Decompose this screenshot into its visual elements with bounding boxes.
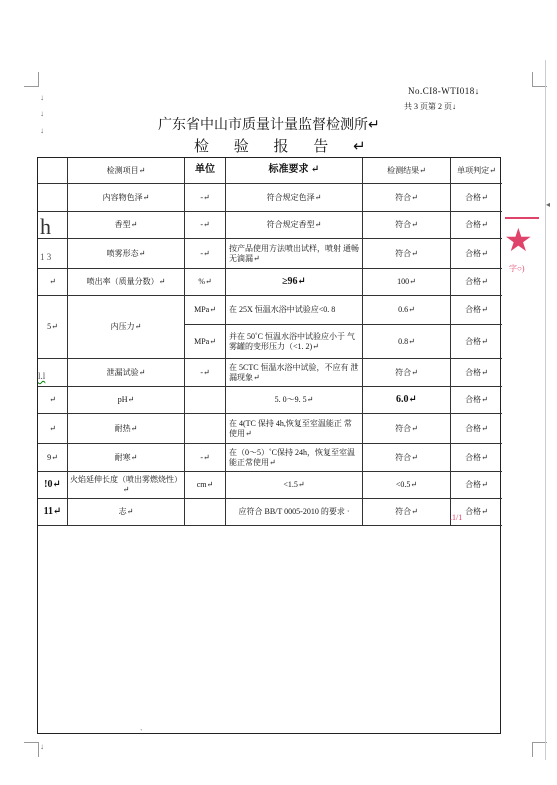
row-item: pH↵ xyxy=(68,387,185,414)
row-standard: <1.5↵ xyxy=(226,472,363,499)
row-unit: -↵ xyxy=(185,239,226,269)
row-result: 符合↵ xyxy=(363,184,451,212)
row-verdict: 合格↵ xyxy=(451,296,502,325)
row-standard: 应符合 BB/T 0005-2010 的要求 · xyxy=(226,499,363,526)
row-item: 内容物色泽↵ xyxy=(68,184,185,212)
row-unit: -↵ xyxy=(185,444,226,472)
row-result: <0.5↵ xyxy=(363,472,451,499)
row-item: 耐寒↵ xyxy=(68,444,185,472)
stamp-mark-text: .1/1 xyxy=(450,513,463,522)
row-result: 符合↵ xyxy=(363,444,451,472)
row-verdict: 合格↵ xyxy=(451,444,502,472)
row-standard: 并在 50˚C 恒温水浴中试验应小于 气雾罐的变形压力（<1. 2)↵ xyxy=(226,325,363,359)
row-verdict: 合格↵ xyxy=(451,269,502,296)
margin-mark: ↓ xyxy=(40,109,44,118)
row-standard: 符合规定香型↵ xyxy=(226,212,363,239)
row-verdict: 合格↵ xyxy=(451,387,502,414)
report-title: 检 验 报 告 ↵ xyxy=(194,137,376,155)
row-item: 内压力↵ xyxy=(68,296,185,359)
row-standard: 在 4(TC 保持 4h,恢复至室温能正 常使用↵ xyxy=(226,414,363,444)
row-result: 符合↵ xyxy=(363,414,451,444)
row-number: 9↵ xyxy=(38,444,68,472)
row-standard: 5. 0～9. 5↵ xyxy=(226,387,363,414)
stray-glyph: h xyxy=(40,214,51,239)
organization-title: 广东省中山市质量计量监督检测所↵ xyxy=(158,117,380,133)
row-unit: -↵ xyxy=(185,359,226,387)
row-number: ↵ xyxy=(38,414,68,444)
row-item: 耐热↵ xyxy=(68,414,185,444)
report-number: No.CI8-WTI018↓ xyxy=(408,86,480,96)
bottom-mark: ` xyxy=(140,728,143,737)
page-edge-line xyxy=(545,60,546,760)
row-item: 喷雾形态↵ xyxy=(68,239,185,269)
row-number: ↵ xyxy=(38,387,68,414)
row-number xyxy=(38,212,68,239)
col-header-item: 检测项目↵ xyxy=(68,158,185,184)
row-number: 5↵ xyxy=(38,296,68,359)
row-verdict: 合格↵ xyxy=(451,472,502,499)
row-result: 6.0↵ xyxy=(363,387,451,414)
row-standard: ≥96↵ xyxy=(226,269,363,296)
row-result: 0.6↵ xyxy=(363,296,451,325)
row-unit: %↵ xyxy=(185,269,226,296)
stamp-text: 字○) xyxy=(509,264,525,273)
row-result: 100↵ xyxy=(363,269,451,296)
row-verdict: 合格↵ xyxy=(451,414,502,444)
row-number: ↵ xyxy=(38,269,68,296)
inspection-table xyxy=(37,157,501,734)
row-unit: -↵ xyxy=(185,184,226,212)
page-count: 共 3 页第 2 页↓ xyxy=(404,102,456,111)
row-result: 符合↵ xyxy=(363,239,451,269)
row-item: 火焰延伸长度（喷出雾燃烧性）↵ xyxy=(68,472,185,499)
margin-triangle-icon: ◂ xyxy=(546,200,551,209)
row-unit xyxy=(185,387,226,414)
row-verdict: 合格↵ xyxy=(451,212,502,239)
row-number xyxy=(38,184,68,212)
row-verdict: 合格↵ xyxy=(451,359,502,387)
row-number: !0↵ xyxy=(38,472,68,499)
row-item: 泄漏试验↵ xyxy=(68,359,185,387)
row-item: 喷出率（质量分数）↵ xyxy=(68,269,185,296)
row-standard: 符合规定色泽↵ xyxy=(226,184,363,212)
row-result: 符合↵ xyxy=(363,499,451,526)
col-header-result: 检测结果↵ xyxy=(363,158,451,184)
stray-glyph: 1 3 xyxy=(40,252,52,262)
row-result: 符合↵ xyxy=(363,212,451,239)
row-standard: 在 25X 恒温水浴中试验应<0. 8 xyxy=(226,296,363,325)
stray-glyph: l.l xyxy=(38,371,46,381)
row-number: 11↵ xyxy=(38,499,68,526)
row-unit: cm↵ xyxy=(185,472,226,499)
stamp-mark xyxy=(505,217,539,219)
margin-mark: ↓ xyxy=(40,126,44,135)
row-unit: MPa↵ xyxy=(185,325,226,359)
row-result: 符合↵ xyxy=(363,359,451,387)
row-item: 志↵ xyxy=(68,499,185,526)
crop-mark-bottom-left xyxy=(24,742,39,757)
row-verdict: 合格↵ xyxy=(451,239,502,269)
col-header-unit: 单位 xyxy=(185,158,226,184)
row-number xyxy=(38,359,68,387)
row-item: 香型↵ xyxy=(68,212,185,239)
col-header-verdict: 单项判定↵ xyxy=(451,158,502,184)
row-unit xyxy=(185,499,226,526)
row-standard: 在 5CTC 恒温水浴中试验，不应有 泄漏现象↵ xyxy=(226,359,363,387)
row-standard: 按产品使用方法喷出试样，喷射 通畅无滴漏↵ xyxy=(226,239,363,269)
col-header-no xyxy=(38,158,68,184)
row-verdict: 合格↵ xyxy=(451,184,502,212)
row-verdict: 合格↵ xyxy=(451,325,502,359)
row-result: 0.8↵ xyxy=(363,325,451,359)
row-standard: 在（0～5）˚C保持 24h，恢复至室温能正常使用↵ xyxy=(226,444,363,472)
crop-mark-top-left xyxy=(24,72,39,87)
row-number xyxy=(38,239,68,269)
row-unit: MPa↵ xyxy=(185,296,226,325)
row-verdict: 合格↵ xyxy=(451,499,502,526)
margin-mark: ↓ xyxy=(40,93,44,102)
col-header-standard: 标准要求 ↵ xyxy=(226,158,363,184)
star-stamp-icon: ★ xyxy=(504,221,533,259)
margin-mark: ↓ xyxy=(40,742,44,751)
row-unit xyxy=(185,414,226,444)
row-unit: -↵ xyxy=(185,212,226,239)
